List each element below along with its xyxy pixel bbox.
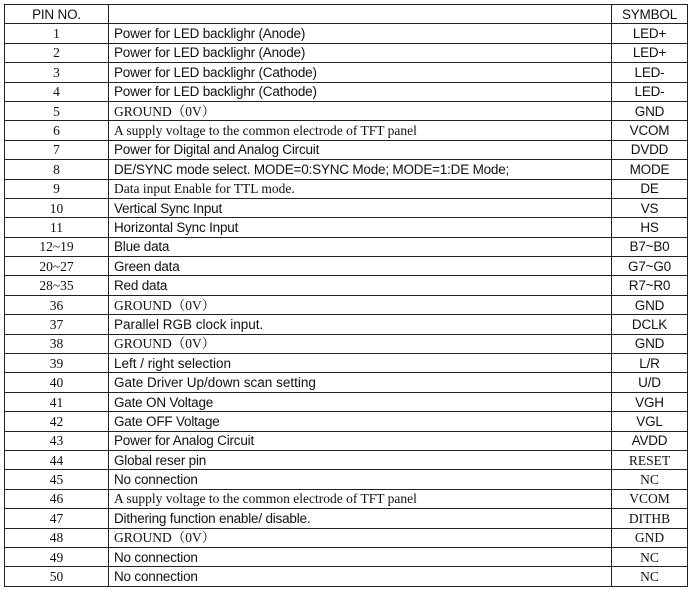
table-row <box>5 334 688 353</box>
description-cell: No connection <box>109 547 612 566</box>
description-cell: Power for Digital and Analog Circuit <box>109 140 612 159</box>
table-row <box>5 276 688 295</box>
symbol-cell: R7~R0 <box>612 276 688 295</box>
description-cell: Power for LED backlighr (Anode) <box>109 24 612 43</box>
table-row <box>5 470 688 489</box>
table-row <box>5 24 688 43</box>
symbol-cell: AVDD <box>612 431 688 450</box>
table-row <box>5 218 688 237</box>
symbol-cell: GND <box>612 334 688 353</box>
table-row <box>5 412 688 431</box>
description-cell: Power for LED backlighr (Cathode) <box>109 82 612 101</box>
pin-number-cell: 12~19 <box>5 237 109 256</box>
table-row <box>5 509 688 528</box>
description-cell: Power for LED backlighr (Anode) <box>109 43 612 62</box>
symbol-cell: GND <box>612 101 688 120</box>
pin-number-cell: 47 <box>5 509 109 528</box>
pin-number-cell: 8 <box>5 160 109 179</box>
header-pin-no: PIN NO. <box>5 5 109 24</box>
symbol-cell: DITHB <box>612 509 688 528</box>
pin-number-cell: 28~35 <box>5 276 109 295</box>
table-row <box>5 160 688 179</box>
pin-table-body <box>5 5 688 587</box>
symbol-cell: VS <box>612 198 688 217</box>
header-row <box>5 5 688 24</box>
pin-number-cell: 39 <box>5 354 109 373</box>
description-cell: Blue data <box>109 237 612 256</box>
description-cell: Parallel RGB clock input. <box>109 315 612 334</box>
pin-number-cell: 20~27 <box>5 257 109 276</box>
table-row <box>5 354 688 373</box>
pin-assignment-table <box>4 4 688 587</box>
table-row <box>5 101 688 120</box>
table-row <box>5 547 688 566</box>
description-cell: Power for Analog Circuit <box>109 431 612 450</box>
table-row <box>5 373 688 392</box>
table-row <box>5 179 688 198</box>
description-cell: A supply voltage to the common electrode of TFT panel <box>109 121 612 140</box>
symbol-cell: LED+ <box>612 43 688 62</box>
pin-number-cell: 36 <box>5 295 109 314</box>
pin-number-cell: 44 <box>5 450 109 469</box>
table-row <box>5 567 688 586</box>
pin-number-cell: 46 <box>5 489 109 508</box>
pin-number-cell: 38 <box>5 334 109 353</box>
pin-number-cell: 50 <box>5 567 109 586</box>
description-cell: GROUND（0V） <box>109 528 612 547</box>
header-symbol: SYMBOL <box>612 5 688 24</box>
pin-number-cell: 6 <box>5 121 109 140</box>
symbol-cell: GND <box>612 295 688 314</box>
symbol-cell: U/D <box>612 373 688 392</box>
symbol-cell: L/R <box>612 354 688 373</box>
description-cell: Gate Driver Up/down scan setting <box>109 373 612 392</box>
table-row <box>5 237 688 256</box>
pin-number-cell: 45 <box>5 470 109 489</box>
table-row <box>5 431 688 450</box>
symbol-cell: G7~G0 <box>612 257 688 276</box>
description-cell: Vertical Sync Input <box>109 198 612 217</box>
pin-number-cell: 7 <box>5 140 109 159</box>
table-row <box>5 43 688 62</box>
pin-number-cell: 9 <box>5 179 109 198</box>
description-cell: Gate ON Voltage <box>109 392 612 411</box>
table-row <box>5 450 688 469</box>
pin-number-cell: 11 <box>5 218 109 237</box>
description-cell: Horizontal Sync Input <box>109 218 612 237</box>
symbol-cell: LED+ <box>612 24 688 43</box>
pin-number-cell: 2 <box>5 43 109 62</box>
symbol-cell: DCLK <box>612 315 688 334</box>
description-cell: A supply voltage to the common electrode of TFT panel <box>109 489 612 508</box>
pin-number-cell: 43 <box>5 431 109 450</box>
pin-number-cell: 40 <box>5 373 109 392</box>
description-cell: Global reser pin <box>109 450 612 469</box>
description-cell: GROUND（0V） <box>109 295 612 314</box>
symbol-cell: VCOM <box>612 489 688 508</box>
table-row <box>5 392 688 411</box>
symbol-cell: RESET <box>612 450 688 469</box>
table-row <box>5 140 688 159</box>
symbol-cell: NC <box>612 547 688 566</box>
symbol-cell: GND <box>612 528 688 547</box>
symbol-cell: DVDD <box>612 140 688 159</box>
pin-number-cell: 41 <box>5 392 109 411</box>
description-cell: Power for LED backlighr (Cathode) <box>109 63 612 82</box>
header-description <box>109 5 612 24</box>
symbol-cell: B7~B0 <box>612 237 688 256</box>
description-cell: Left / right selection <box>109 354 612 373</box>
symbol-cell: MODE <box>612 160 688 179</box>
symbol-cell: VGH <box>612 392 688 411</box>
table-row <box>5 315 688 334</box>
table-row <box>5 82 688 101</box>
pin-number-cell: 4 <box>5 82 109 101</box>
description-cell: Gate OFF Voltage <box>109 412 612 431</box>
pin-number-cell: 48 <box>5 528 109 547</box>
symbol-cell: DE <box>612 179 688 198</box>
symbol-cell: VGL <box>612 412 688 431</box>
description-cell: GROUND（0V） <box>109 334 612 353</box>
symbol-cell: NC <box>612 567 688 586</box>
symbol-cell: LED- <box>612 82 688 101</box>
pin-number-cell: 5 <box>5 101 109 120</box>
description-cell: Dithering function enable/ disable. <box>109 509 612 528</box>
table-row <box>5 489 688 508</box>
symbol-cell: VCOM <box>612 121 688 140</box>
table-row <box>5 63 688 82</box>
description-cell: No connection <box>109 567 612 586</box>
symbol-cell: LED- <box>612 63 688 82</box>
description-cell: Data input Enable for TTL mode. <box>109 179 612 198</box>
table-row <box>5 295 688 314</box>
description-cell: Green data <box>109 257 612 276</box>
pin-number-cell: 42 <box>5 412 109 431</box>
table-row <box>5 528 688 547</box>
table-row <box>5 198 688 217</box>
description-cell: No connection <box>109 470 612 489</box>
description-cell: Red data <box>109 276 612 295</box>
table-row <box>5 121 688 140</box>
pin-number-cell: 10 <box>5 198 109 217</box>
description-cell: GROUND（0V） <box>109 101 612 120</box>
pin-number-cell: 3 <box>5 63 109 82</box>
symbol-cell: HS <box>612 218 688 237</box>
symbol-cell: NC <box>612 470 688 489</box>
table-row <box>5 257 688 276</box>
description-cell: DE/SYNC mode select. MODE=0:SYNC Mode; MODE=1:DE Mode; <box>109 160 612 179</box>
pin-number-cell: 1 <box>5 24 109 43</box>
pin-number-cell: 37 <box>5 315 109 334</box>
pin-number-cell: 49 <box>5 547 109 566</box>
